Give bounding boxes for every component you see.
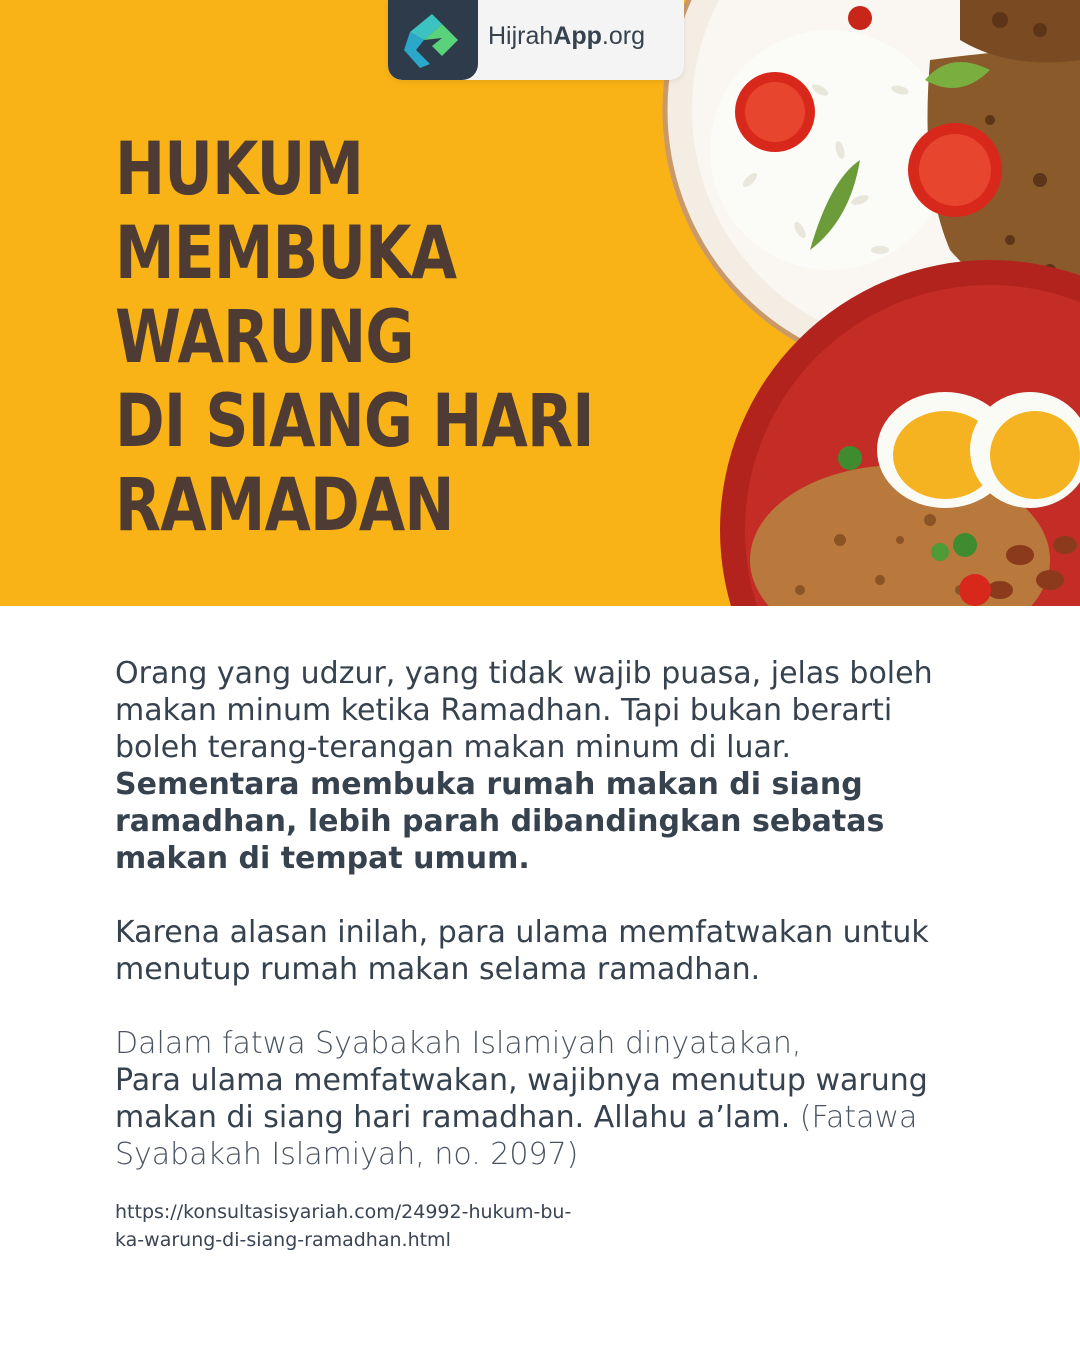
title-line: DI SIANG HARI xyxy=(115,379,594,464)
source-url-line: ka-warung-di-siang-ramadhan.html xyxy=(115,1229,451,1251)
fatwa-intro: Dalam fatwa Syabakah Islamiyah dinyatakan, xyxy=(115,1026,802,1061)
brand-name: HijrahApp.org xyxy=(488,22,645,50)
title-line: HUKUM xyxy=(115,127,364,212)
fatwa-citation: (Fatawa Syabakah Islamiyah, no. 2097) xyxy=(115,1100,918,1172)
hero-banner xyxy=(0,0,1080,606)
paragraph-2: Karena alasan inilah, para ulama memfatwakan untuk menutup rumah makan selama ramadhan. xyxy=(115,915,929,987)
page-title xyxy=(115,128,594,548)
paragraph-1-emphasis: Sementara membuka rumah makan di siang ramadhan, lebih parah dibandingkan sebatas makan di tempat umum. xyxy=(115,767,885,876)
fatwa-quote: Para ulama memfatwakan, wajibnya menutup warung makan di siang hari ramadhan. Allahu a’lam. xyxy=(115,1063,928,1135)
source-link[interactable] xyxy=(115,1198,715,1254)
paragraph-1-text: Orang yang udzur, yang tidak wajib puasa, jelas boleh makan minum ketika Ramadhan. Tapi bukan berarti boleh terang-terangan makan minum di luar. xyxy=(115,656,933,765)
paragraph-3 xyxy=(115,1025,975,1173)
title-line: RAMADAN xyxy=(115,463,454,548)
source-url-line: https://konsultasisyariah.com/24992-hukum-bu- xyxy=(115,1201,572,1223)
brand-logo[interactable] xyxy=(388,0,684,80)
article-body xyxy=(115,655,975,1173)
title-line: MEMBUKA xyxy=(115,211,457,296)
paragraph-1 xyxy=(115,655,975,877)
hijrah-logo-icon xyxy=(388,0,478,80)
title-line: WARUNG xyxy=(115,295,414,380)
